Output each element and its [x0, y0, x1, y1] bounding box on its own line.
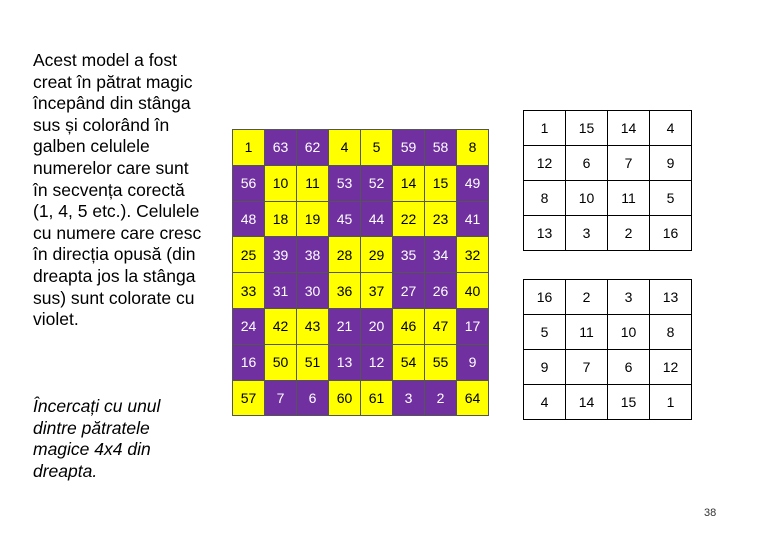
grid-cell: 43 — [297, 308, 329, 344]
grid-cell: 31 — [265, 273, 297, 309]
grid-cell: 1 — [233, 130, 265, 166]
hint-paragraph: Încercați cu unul dintre pătratele magice 4x4 din dreapta. — [33, 396, 161, 481]
grid-cell: 1 — [524, 111, 566, 146]
grid-cell: 47 — [425, 308, 457, 344]
grid-cell: 8 — [524, 181, 566, 216]
grid-cell: 39 — [265, 237, 297, 273]
grid-cell: 23 — [425, 201, 457, 237]
grid-cell: 7 — [265, 380, 297, 416]
grid-cell: 2 — [566, 280, 608, 315]
grid-cell: 62 — [297, 130, 329, 166]
grid-cell: 46 — [393, 308, 425, 344]
grid-cell: 63 — [265, 130, 297, 166]
grid-row — [233, 237, 489, 273]
grid-cell: 12 — [361, 344, 393, 380]
grid-cell: 22 — [393, 201, 425, 237]
grid-cell: 27 — [393, 273, 425, 309]
grid-cell: 8 — [650, 315, 692, 350]
grid-cell: 52 — [361, 165, 393, 201]
grid-cell: 42 — [265, 308, 297, 344]
grid-cell: 12 — [524, 146, 566, 181]
grid-cell: 14 — [608, 111, 650, 146]
grid-cell: 18 — [265, 201, 297, 237]
grid-row — [524, 216, 692, 251]
grid-cell: 16 — [524, 280, 566, 315]
grid-cell: 19 — [297, 201, 329, 237]
grid-cell: 3 — [608, 280, 650, 315]
grid-cell: 51 — [297, 344, 329, 380]
grid-cell: 10 — [265, 165, 297, 201]
grid-cell: 14 — [393, 165, 425, 201]
grid-cell: 38 — [297, 237, 329, 273]
magic-square-4x4-bottom — [523, 279, 692, 420]
grid-cell: 10 — [566, 181, 608, 216]
grid-cell: 13 — [524, 216, 566, 251]
magic-square-8x8 — [232, 129, 489, 416]
grid-cell: 16 — [233, 344, 265, 380]
grid-row — [233, 344, 489, 380]
grid-cell: 59 — [393, 130, 425, 166]
grid-cell: 6 — [566, 146, 608, 181]
grid-cell: 36 — [329, 273, 361, 309]
grid-cell: 10 — [608, 315, 650, 350]
grid-cell: 5 — [361, 130, 393, 166]
grid-cell: 17 — [457, 308, 489, 344]
grid-cell: 9 — [650, 146, 692, 181]
grid-row — [524, 280, 692, 315]
grid-cell: 15 — [566, 111, 608, 146]
grid-cell: 13 — [329, 344, 361, 380]
magic-square-4x4-top — [523, 110, 692, 251]
grid-cell: 15 — [608, 385, 650, 420]
grid-cell: 45 — [329, 201, 361, 237]
grid-cell: 3 — [566, 216, 608, 251]
grid-cell: 6 — [297, 380, 329, 416]
grid-cell: 3 — [393, 380, 425, 416]
grid-cell: 11 — [566, 315, 608, 350]
grid-cell: 54 — [393, 344, 425, 380]
grid-cell: 25 — [233, 237, 265, 273]
grid-cell: 21 — [329, 308, 361, 344]
grid-cell: 35 — [393, 237, 425, 273]
grid-cell: 24 — [233, 308, 265, 344]
grid-cell: 6 — [608, 350, 650, 385]
grid-cell: 58 — [425, 130, 457, 166]
grid-row — [524, 315, 692, 350]
grid-cell: 28 — [329, 237, 361, 273]
grid-cell: 14 — [566, 385, 608, 420]
grid-cell: 34 — [425, 237, 457, 273]
grid-cell: 5 — [650, 181, 692, 216]
grid-cell: 16 — [650, 216, 692, 251]
grid-row — [524, 385, 692, 420]
grid-cell: 32 — [457, 237, 489, 273]
grid-cell: 15 — [425, 165, 457, 201]
grid-cell: 50 — [265, 344, 297, 380]
grid-cell: 41 — [457, 201, 489, 237]
page-number: 38 — [704, 507, 717, 519]
grid-row — [233, 165, 489, 201]
grid-cell: 49 — [457, 165, 489, 201]
grid-cell: 33 — [233, 273, 265, 309]
grid-cell: 20 — [361, 308, 393, 344]
grid-cell: 2 — [608, 216, 650, 251]
grid-cell: 12 — [650, 350, 692, 385]
grid-cell: 9 — [457, 344, 489, 380]
intro-paragraph: Acest model a fost creat în pătrat magic începând din stânga sus și colorând în galben celulele numerelor care sunt în secvența corectă (1, 4, 5 etc.). Celulele cu numere care cresc în direcția opusă (din dreapta jos la stânga sus) sunt colorate cu violet. — [33, 50, 202, 330]
grid-cell: 11 — [608, 181, 650, 216]
grid-cell: 1 — [650, 385, 692, 420]
grid-cell: 4 — [650, 111, 692, 146]
grid-cell: 4 — [329, 130, 361, 166]
grid-cell: 2 — [425, 380, 457, 416]
grid-cell: 29 — [361, 237, 393, 273]
grid-cell: 8 — [457, 130, 489, 166]
grid-cell: 48 — [233, 201, 265, 237]
grid-cell: 37 — [361, 273, 393, 309]
grid-cell: 57 — [233, 380, 265, 416]
grid-cell: 55 — [425, 344, 457, 380]
grid-row — [524, 350, 692, 385]
grid-cell: 44 — [361, 201, 393, 237]
grid-row — [233, 130, 489, 166]
grid-cell: 5 — [524, 315, 566, 350]
grid-row — [524, 146, 692, 181]
grid-cell: 56 — [233, 165, 265, 201]
grid-row — [233, 201, 489, 237]
grid-row — [233, 273, 489, 309]
grid-cell: 9 — [524, 350, 566, 385]
grid-row — [233, 308, 489, 344]
grid-cell: 40 — [457, 273, 489, 309]
grid-cell: 4 — [524, 385, 566, 420]
grid-cell: 26 — [425, 273, 457, 309]
grid-cell: 11 — [297, 165, 329, 201]
grid-cell: 30 — [297, 273, 329, 309]
grid-cell: 7 — [608, 146, 650, 181]
grid-cell: 53 — [329, 165, 361, 201]
grid-cell: 64 — [457, 380, 489, 416]
grid-cell: 13 — [650, 280, 692, 315]
grid-cell: 60 — [329, 380, 361, 416]
grid-row — [233, 380, 489, 416]
grid-cell: 61 — [361, 380, 393, 416]
grid-row — [524, 111, 692, 146]
grid-row — [524, 181, 692, 216]
grid-cell: 7 — [566, 350, 608, 385]
